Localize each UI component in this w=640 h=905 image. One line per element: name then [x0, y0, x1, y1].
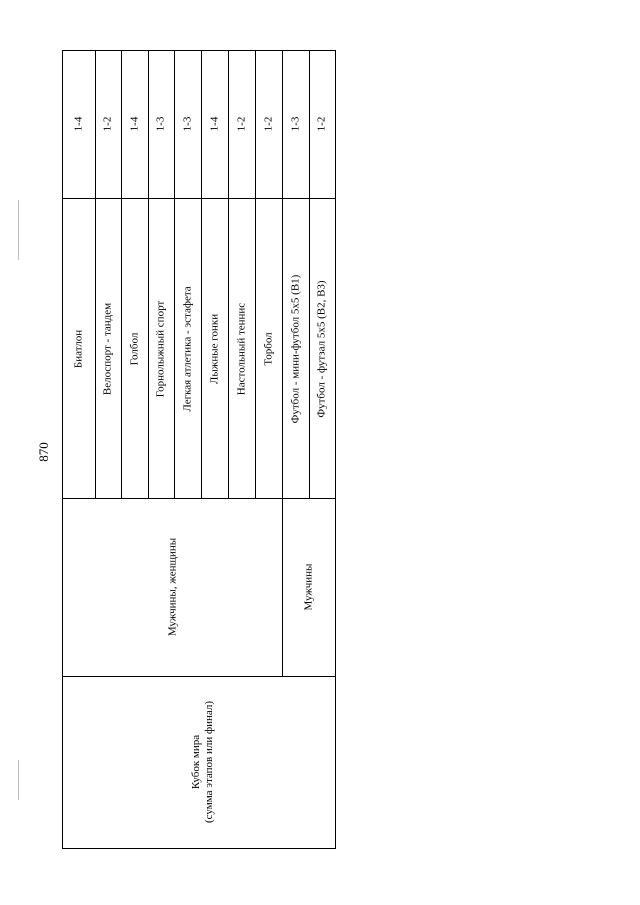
column-separator [62, 676, 336, 677]
group-separator [282, 50, 283, 677]
competition-title: Кубок мира [190, 734, 202, 790]
table-border-top [62, 50, 336, 51]
scan-edge-mark [18, 200, 19, 260]
row-separator [148, 50, 149, 499]
row-separator [309, 50, 310, 499]
row-separator [121, 50, 122, 499]
column-separator [62, 198, 336, 199]
row-separator [255, 50, 256, 499]
table-border-bottom [62, 848, 336, 849]
table-border-left [62, 50, 63, 849]
competition-subtitle: (сумма этапов или финал) [203, 700, 215, 824]
row-separator [201, 50, 202, 499]
row-separator [95, 50, 96, 499]
table-border-right [335, 50, 336, 849]
row-separator [174, 50, 175, 499]
column-separator [62, 498, 336, 499]
scan-edge-mark [18, 760, 19, 800]
row-separator [228, 50, 229, 499]
